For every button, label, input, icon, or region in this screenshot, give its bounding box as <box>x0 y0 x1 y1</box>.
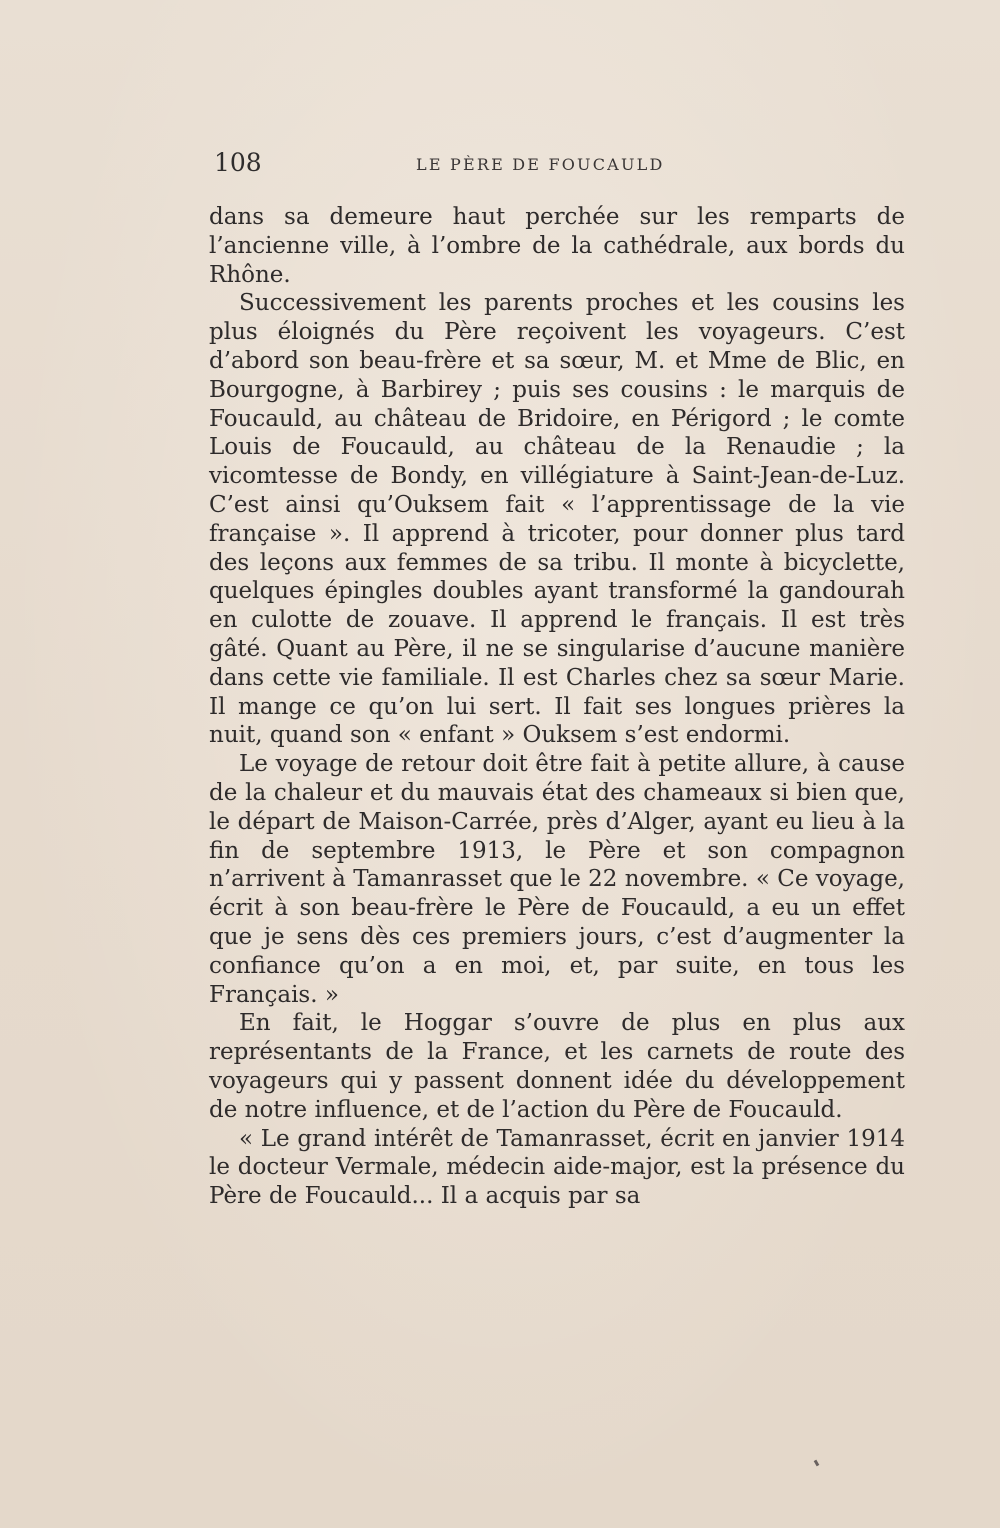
body-text <box>209 203 905 1211</box>
running-title: LE PÈRE DE FOUCAULD <box>416 155 665 174</box>
paragraph: Le voyage de retour doit être fait à petite allure, à cause de la chaleur et du mauvais état des chameaux si bien que, le départ de Maison-Carrée, près d’Alger, ayant eu lieu à la fin de septembre 1913, le Père et son compagnon n’arrivent à Tamanrasset que le 22 novembre. « Ce voyage, écrit à son beau-frère le Père de Foucauld, a eu un effet que je sens dès ces premiers jours, c’est d’augmenter la confiance qu’on a en moi, et, par suite, en tous les Français. » <box>209 751 905 1008</box>
ink-speck <box>814 1460 820 1467</box>
page-number: 108 <box>214 148 262 177</box>
paragraph: « Le grand intérêt de Tamanrasset, écrit en janvier 1914 le docteur Vermale, médecin aide-major, est la présence du Père de Foucauld... Il a acquis par sa <box>209 1125 905 1210</box>
paragraph: dans sa demeure haut perchée sur les remparts de l’ancienne ville, à l’ombre de la cathédrale, aux bords du Rhône. <box>209 204 905 288</box>
paragraph: Successivement les parents proches et les cousins les plus éloignés du Père reçoivent les voyageurs. C’est d’abord son beau-frère et sa sœur, M. et Mme de Blic, en Bourgogne, à Barbirey ; puis ses cousins : le marquis de Foucauld, au château de Bridoire, en Périgord ; le comte Louis de Foucauld, au château de la Renaudie ; la vicomtesse de Bondy, en villégiature à Saint-Jean-de-Luz. C’est ainsi qu’Ouksem fait « l’apprentissage de la vie française ». Il apprend à tricoter, pour donner plus tard des leçons aux femmes de sa tribu. Il monte à bicyclette, quelques épingles doubles ayant transformé la gandourah en culotte de zouave. Il apprend le français. Il est très gâté. Quant au Père, il ne se singularise d’aucune manière dans cette vie familiale. Il est Charles chez sa sœur Marie. Il mange ce qu’on lui sert. Il fait ses longues prières la nuit, quand son « enfant » Ouksem s’est endormi. <box>209 290 905 749</box>
paragraph: En fait, le Hoggar s’ouvre de plus en plus aux représentants de la France, et les carnets de route des voyageurs qui y passent donnent idée du développement de notre influence, et de l’action du Père de Foucauld. <box>209 1010 905 1123</box>
page-header <box>214 146 714 180</box>
